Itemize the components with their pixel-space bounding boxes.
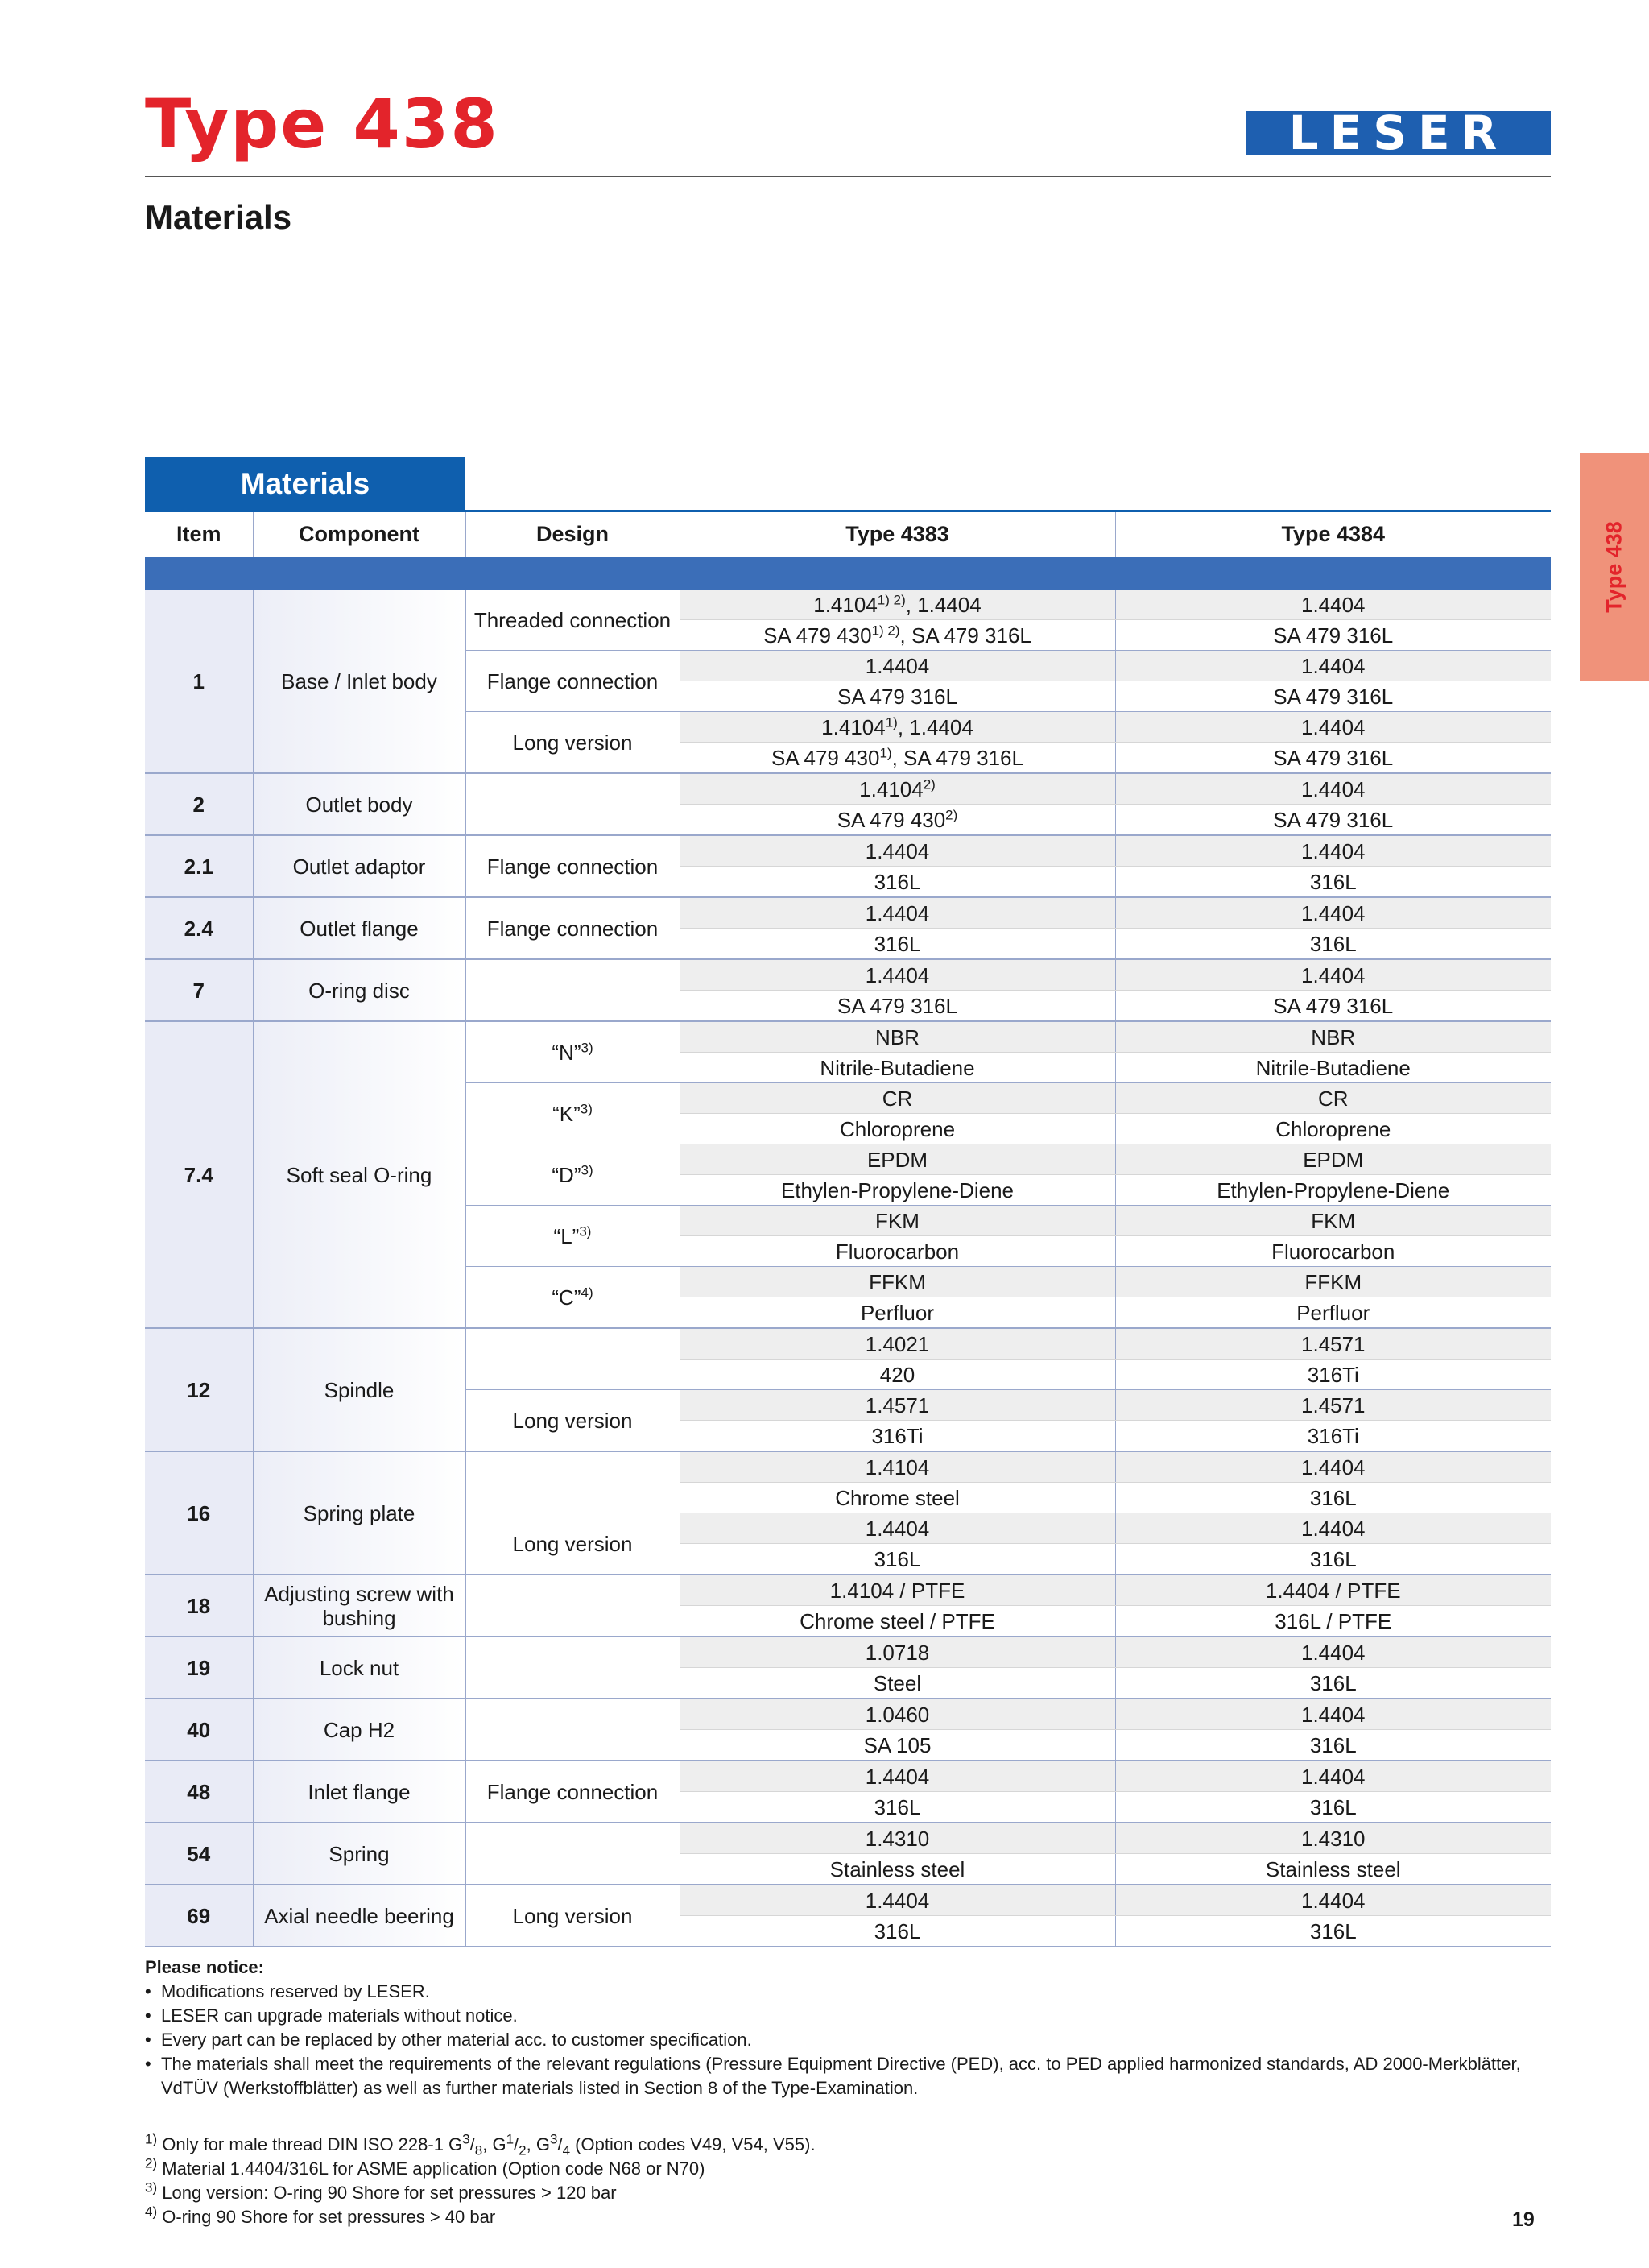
type-4383-value: NBR bbox=[680, 1021, 1115, 1053]
type-4384-value: 1.4571 bbox=[1115, 1328, 1551, 1360]
type-4383-value: Chrome steel / PTFE bbox=[680, 1606, 1115, 1637]
type-4384-value: 316L bbox=[1115, 929, 1551, 960]
table-row bbox=[145, 773, 1551, 805]
type-4383-value: Ethylen-Propylene-Diene bbox=[680, 1175, 1115, 1206]
item-number-cell: 2 bbox=[145, 773, 253, 835]
type-4384-value: 1.4404 / PTFE bbox=[1115, 1575, 1551, 1606]
type-4383-value: 1.4404 bbox=[680, 1885, 1115, 1916]
type-4383-value: SA 105 bbox=[680, 1730, 1115, 1761]
table-row bbox=[145, 1885, 1551, 1916]
type-4384-value: 316L bbox=[1115, 1916, 1551, 1947]
type-4383-value: 1.4104 bbox=[680, 1451, 1115, 1483]
section-heading: Materials bbox=[145, 198, 292, 236]
design-cell: “L”$^{3)}$ bbox=[465, 1206, 680, 1267]
type-4384-value: FKM bbox=[1115, 1206, 1551, 1236]
type-4383-value: 316L bbox=[680, 1792, 1115, 1823]
type-4384-value: SA 479 316L bbox=[1115, 620, 1551, 651]
type-4383-value: EPDM bbox=[680, 1144, 1115, 1175]
type-4384-value: 1.4404 bbox=[1115, 1513, 1551, 1544]
type-4383-value: 316Ti bbox=[680, 1421, 1115, 1452]
item-number-cell: 16 bbox=[145, 1451, 253, 1575]
table-row bbox=[145, 897, 1551, 929]
type-4384-value: 1.4404 bbox=[1115, 1761, 1551, 1792]
type-4384-value: 1.4571 bbox=[1115, 1390, 1551, 1421]
type-4384-value: 316L / PTFE bbox=[1115, 1606, 1551, 1637]
design-cell bbox=[465, 1637, 680, 1699]
type-4383-value: 1.4404 bbox=[680, 959, 1115, 991]
design-cell bbox=[465, 773, 680, 835]
type-4384-value: Chloroprene bbox=[1115, 1114, 1551, 1144]
type-4383-value: Fluorocarbon bbox=[680, 1236, 1115, 1267]
table-row bbox=[145, 1451, 1551, 1483]
type-4383-value: 1.0460 bbox=[680, 1699, 1115, 1730]
type-4384-value: Nitrile-Butadiene bbox=[1115, 1053, 1551, 1083]
type-4383-value: 1.4404 bbox=[680, 651, 1115, 681]
table-row bbox=[145, 1761, 1551, 1792]
design-cell: “D”$^{3)}$ bbox=[465, 1144, 680, 1206]
header-band bbox=[145, 557, 1551, 590]
type-4383-value: SA 479 430$^{2)}$ bbox=[680, 805, 1115, 836]
type-4383-value: 1.0718 bbox=[680, 1637, 1115, 1668]
col-header-type-4383: Type 4383 bbox=[680, 512, 1115, 557]
footnote: $^{4)}$ O-ring 90 Shore for set pressures > 40 bar bbox=[145, 2204, 496, 2227]
design-cell: Long version bbox=[465, 1390, 680, 1452]
table-header-row bbox=[145, 512, 1551, 557]
design-cell: Flange connection bbox=[465, 651, 680, 712]
component-cell: Axial needle beering bbox=[253, 1885, 465, 1947]
footnote: $^{2)}$ Material 1.4404/316L for ASME application (Option code N68 or N70) bbox=[145, 2155, 705, 2179]
col-header-item: Item bbox=[145, 512, 253, 557]
type-4384-value: 1.4404 bbox=[1115, 835, 1551, 867]
item-number-cell: 19 bbox=[145, 1637, 253, 1699]
type-4383-value: $1.4104^{1) 2)}$, 1.4404 bbox=[680, 590, 1115, 620]
type-4383-value: 1.4404 bbox=[680, 1513, 1115, 1544]
type-4384-value: 316L bbox=[1115, 1668, 1551, 1699]
leser-logo: LESER bbox=[1246, 111, 1551, 155]
type-4383-value: Chrome steel bbox=[680, 1483, 1115, 1513]
item-number-cell: 18 bbox=[145, 1575, 253, 1637]
type-4383-value: 1.4404 bbox=[680, 835, 1115, 867]
table-row bbox=[145, 1021, 1551, 1053]
type-4383-value: 316L bbox=[680, 1544, 1115, 1575]
design-cell bbox=[465, 1451, 680, 1513]
type-4384-value: 1.4404 bbox=[1115, 651, 1551, 681]
type-4383-value: SA 479 430$^{1)}$, SA 479 316L bbox=[680, 743, 1115, 774]
type-4383-value: 1.4104 / PTFE bbox=[680, 1575, 1115, 1606]
type-4384-value: SA 479 316L bbox=[1115, 805, 1551, 836]
design-cell: Threaded connection bbox=[465, 590, 680, 651]
type-4383-value: 1.4310 bbox=[680, 1823, 1115, 1854]
item-number-cell: 54 bbox=[145, 1823, 253, 1885]
type-4383-value: 316L bbox=[680, 867, 1115, 898]
component-cell: Spring plate bbox=[253, 1451, 465, 1575]
design-cell bbox=[465, 1699, 680, 1761]
table-row bbox=[145, 590, 1551, 620]
type-4384-value: Ethylen-Propylene-Diene bbox=[1115, 1175, 1551, 1206]
table-row bbox=[145, 1823, 1551, 1854]
side-tab-label: Type 438 bbox=[1601, 521, 1626, 613]
type-4384-value: 1.4404 bbox=[1115, 590, 1551, 620]
component-cell: Outlet flange bbox=[253, 897, 465, 959]
type-4384-value: 1.4404 bbox=[1115, 773, 1551, 805]
component-cell: Cap H2 bbox=[253, 1699, 465, 1761]
table-row bbox=[145, 959, 1551, 991]
type-4383-value: 1.4404 bbox=[680, 1761, 1115, 1792]
component-cell: Spindle bbox=[253, 1328, 465, 1451]
table-row bbox=[145, 1637, 1551, 1668]
type-4384-value: 1.4404 bbox=[1115, 1451, 1551, 1483]
type-4384-value: 1.4404 bbox=[1115, 1699, 1551, 1730]
type-4383-value: 420 bbox=[680, 1360, 1115, 1390]
type-4384-value: 1.4404 bbox=[1115, 959, 1551, 991]
notice-item: • Modifications reserved by LESER. bbox=[145, 1980, 1551, 2004]
design-cell: Flange connection bbox=[465, 897, 680, 959]
type-4383-value: FFKM bbox=[680, 1267, 1115, 1297]
footnotes bbox=[145, 2133, 1433, 2229]
design-cell bbox=[465, 1823, 680, 1885]
design-cell: “K”$^{3)}$ bbox=[465, 1083, 680, 1144]
type-4383-value: Stainless steel bbox=[680, 1854, 1115, 1885]
component-cell: Adjusting screw with bushing bbox=[253, 1575, 465, 1637]
type-4383-value: 316L bbox=[680, 929, 1115, 960]
type-4384-value: 316L bbox=[1115, 1730, 1551, 1761]
item-number-cell: 12 bbox=[145, 1328, 253, 1451]
notice-block bbox=[145, 1956, 1551, 2100]
type-4383-value: 1.4104$^{1)}$, 1.4404 bbox=[680, 712, 1115, 743]
col-header-design: Design bbox=[465, 512, 680, 557]
item-number-cell: 7.4 bbox=[145, 1021, 253, 1328]
item-number-cell: 69 bbox=[145, 1885, 253, 1947]
type-4383-value: Steel bbox=[680, 1668, 1115, 1699]
footnote: $^{1)}$ Only for male thread DIN ISO 228-1 $G^3/_8$, $G^1/_2$, $G^3/_4$ (Option codes V49, V54, V55). bbox=[145, 2131, 816, 2158]
type-4384-value: Stainless steel bbox=[1115, 1854, 1551, 1885]
design-cell: “N”$^{3)}$ bbox=[465, 1021, 680, 1083]
type-4384-value: CR bbox=[1115, 1083, 1551, 1114]
type-4384-value: Perfluor bbox=[1115, 1297, 1551, 1329]
design-cell bbox=[465, 1328, 680, 1390]
notice-item: • Every part can be replaced by other material acc. to customer specification. bbox=[145, 2028, 1551, 2052]
page-number: 19 bbox=[1512, 2208, 1535, 2231]
type-4383-value: 1.4404 bbox=[680, 897, 1115, 929]
item-number-cell: 48 bbox=[145, 1761, 253, 1823]
type-4383-value: 1.4104$^{2)}$ bbox=[680, 773, 1115, 805]
side-tab[interactable] bbox=[1580, 453, 1649, 681]
design-cell: Flange connection bbox=[465, 835, 680, 897]
item-number-cell: 40 bbox=[145, 1699, 253, 1761]
design-cell: Flange connection bbox=[465, 1761, 680, 1823]
type-4384-value: 316Ti bbox=[1115, 1421, 1551, 1452]
type-4384-value: FFKM bbox=[1115, 1267, 1551, 1297]
type-4384-value: 316L bbox=[1115, 1544, 1551, 1575]
type-4383-value: SA 479 316L bbox=[680, 991, 1115, 1022]
type-4384-value: NBR bbox=[1115, 1021, 1551, 1053]
type-4383-value: Perfluor bbox=[680, 1297, 1115, 1329]
item-number-cell: 7 bbox=[145, 959, 253, 1021]
materials-table bbox=[145, 512, 1551, 1947]
notice-item: • LESER can upgrade materials without notice. bbox=[145, 2004, 1551, 2028]
notice-list bbox=[145, 1980, 1551, 2100]
type-4384-value: EPDM bbox=[1115, 1144, 1551, 1175]
type-4384-value: SA 479 316L bbox=[1115, 681, 1551, 712]
component-cell: Spring bbox=[253, 1823, 465, 1885]
type-4384-value: 1.4404 bbox=[1115, 897, 1551, 929]
item-number-cell: 2.4 bbox=[145, 897, 253, 959]
type-4383-value: SA 479 316L bbox=[680, 681, 1115, 712]
type-4383-value: Nitrile-Butadiene bbox=[680, 1053, 1115, 1083]
type-4384-value: SA 479 316L bbox=[1115, 743, 1551, 774]
component-cell: Outlet adaptor bbox=[253, 835, 465, 897]
type-4384-value: 1.4404 bbox=[1115, 712, 1551, 743]
header-band-cell bbox=[145, 557, 1551, 590]
item-number-cell: 1 bbox=[145, 590, 253, 773]
component-cell: Lock nut bbox=[253, 1637, 465, 1699]
component-cell: Base / Inlet body bbox=[253, 590, 465, 773]
notice-item: • The materials shall meet the requirements of the relevant regulations (Pressure Equipment Directive (PED), acc. to PED applied harmonized standards, AD 2000-Merkblätter, VdTÜV (Werkstoffblätter) as well as further materials listed in Section 8 of the Type-Examination. bbox=[145, 2052, 1551, 2100]
table-body bbox=[145, 557, 1551, 1947]
type-4383-value: SA 479 $430^{1) 2)}$, SA 479 316L bbox=[680, 620, 1115, 651]
table-caption: Materials bbox=[145, 457, 465, 511]
design-cell: “C”$^{4)}$ bbox=[465, 1267, 680, 1329]
component-cell: Inlet flange bbox=[253, 1761, 465, 1823]
item-number-cell: 2.1 bbox=[145, 835, 253, 897]
col-header-type-4384: Type 4384 bbox=[1115, 512, 1551, 557]
type-4384-value: 1.4404 bbox=[1115, 1637, 1551, 1668]
header-divider bbox=[145, 176, 1551, 177]
design-cell: Long version bbox=[465, 712, 680, 774]
component-cell: Soft seal O-ring bbox=[253, 1021, 465, 1328]
type-4384-value: SA 479 316L bbox=[1115, 991, 1551, 1022]
table-row bbox=[145, 835, 1551, 867]
type-4384-value: 316L bbox=[1115, 1483, 1551, 1513]
type-4383-value: 1.4571 bbox=[680, 1390, 1115, 1421]
design-cell: Long version bbox=[465, 1885, 680, 1947]
table-row bbox=[145, 1575, 1551, 1606]
design-cell: Long version bbox=[465, 1513, 680, 1575]
col-header-component: Component bbox=[253, 512, 465, 557]
type-4384-value: Fluorocarbon bbox=[1115, 1236, 1551, 1267]
component-cell: O-ring disc bbox=[253, 959, 465, 1021]
type-4383-value: 1.4021 bbox=[680, 1328, 1115, 1360]
table-row bbox=[145, 1699, 1551, 1730]
component-cell: Outlet body bbox=[253, 773, 465, 835]
type-4384-value: 316L bbox=[1115, 867, 1551, 898]
type-4383-value: FKM bbox=[680, 1206, 1115, 1236]
page-title: Type 438 bbox=[145, 85, 499, 163]
type-4384-value: 1.4310 bbox=[1115, 1823, 1551, 1854]
type-4384-value: 316L bbox=[1115, 1792, 1551, 1823]
design-cell bbox=[465, 959, 680, 1021]
type-4383-value: CR bbox=[680, 1083, 1115, 1114]
type-4384-value: 1.4404 bbox=[1115, 1885, 1551, 1916]
footnote: $^{3)}$ Long version: O-ring 90 Shore for set pressures > 120 bar bbox=[145, 2179, 617, 2203]
type-4383-value: 316L bbox=[680, 1916, 1115, 1947]
notice-title: Please notice: bbox=[145, 1957, 264, 1977]
design-cell bbox=[465, 1575, 680, 1637]
table-row bbox=[145, 1328, 1551, 1360]
type-4384-value: 316Ti bbox=[1115, 1360, 1551, 1390]
type-4383-value: Chloroprene bbox=[680, 1114, 1115, 1144]
